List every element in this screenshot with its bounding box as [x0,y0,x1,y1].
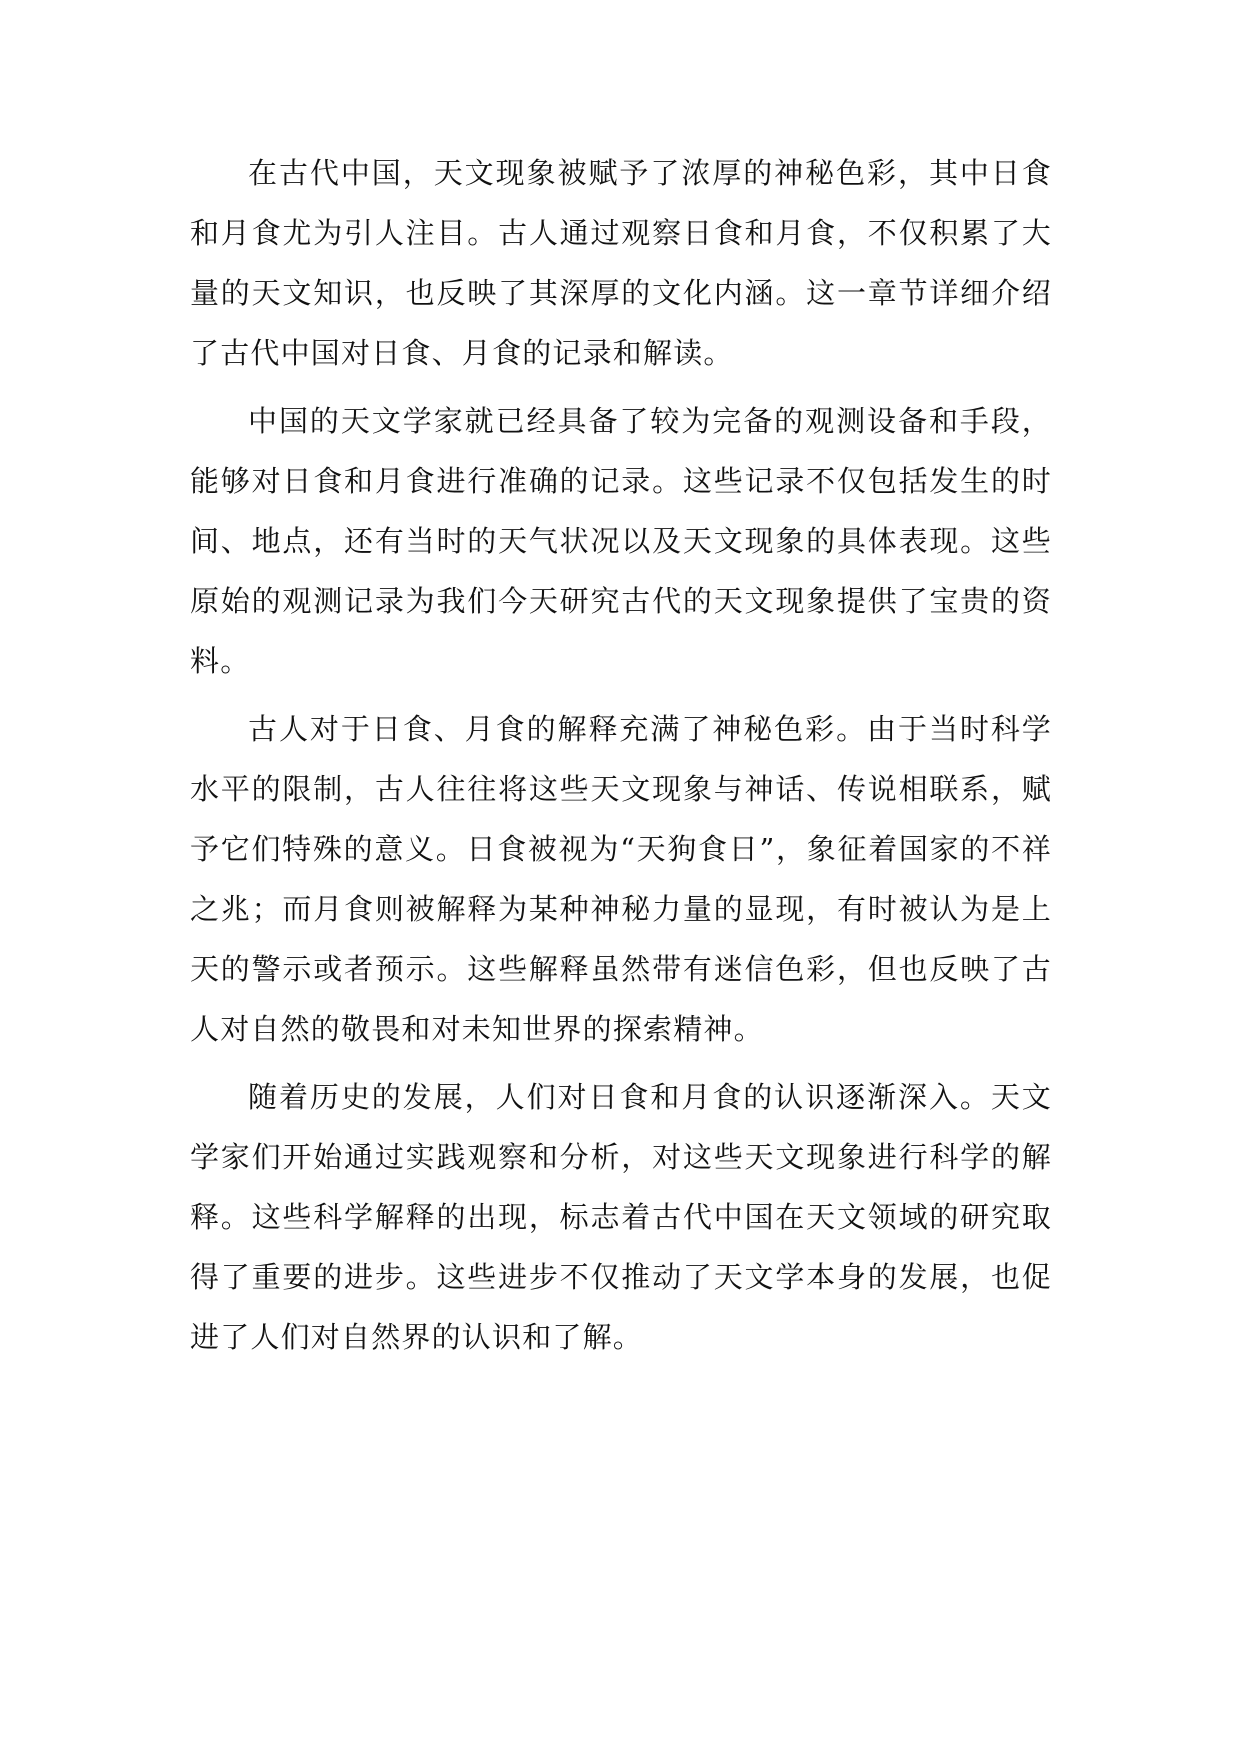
paragraph-3: 古人对于日食、月食的解释充满了神秘色彩。由于当时科学水平的限制，古人往往将这些天文现象与神话、传说相联系，赋予它们特殊的意义。日食被视为“天狗食日”，象征着国家的不祥之兆；而月食则被解释为某种神秘力量的显现，有时被认为是上天的警示或者预示。这些解释虽然带有迷信色彩，但也反映了古人对自然的敬畏和对未知世界的探索精神。 [190,712,1052,1046]
paragraph-4: 随着历史的发展，人们对日食和月食的认识逐渐深入。天文学家们开始通过实践观察和分析，对这些天文现象进行科学的解释。这些科学解释的出现，标志着古代中国在天文领域的研究取得了重要的进步。这些进步不仅推动了天文学本身的发展，也促进了人们对自然界的认识和了解。 [190,1080,1052,1354]
paragraph-2: 中国的天文学家就已经具备了较为完备的观测设备和手段，能够对日食和月食进行准确的记录。这些记录不仅包括发生的时间、地点，还有当时的天气状况以及天文现象的具体表现。这些原始的观测记录为我们今天研究古代的天文现象提供了宝贵的资料。 [190,404,1052,678]
paragraph-1: 在古代中国，天文现象被赋予了浓厚的神秘色彩，其中日食和月食尤为引人注目。古人通过观察日食和月食，不仅积累了大量的天文知识，也反映了其深厚的文化内涵。这一章节详细介绍了古代中国对日食、月食的记录和解读。 [190,156,1052,370]
document-body [190,143,1052,1375]
